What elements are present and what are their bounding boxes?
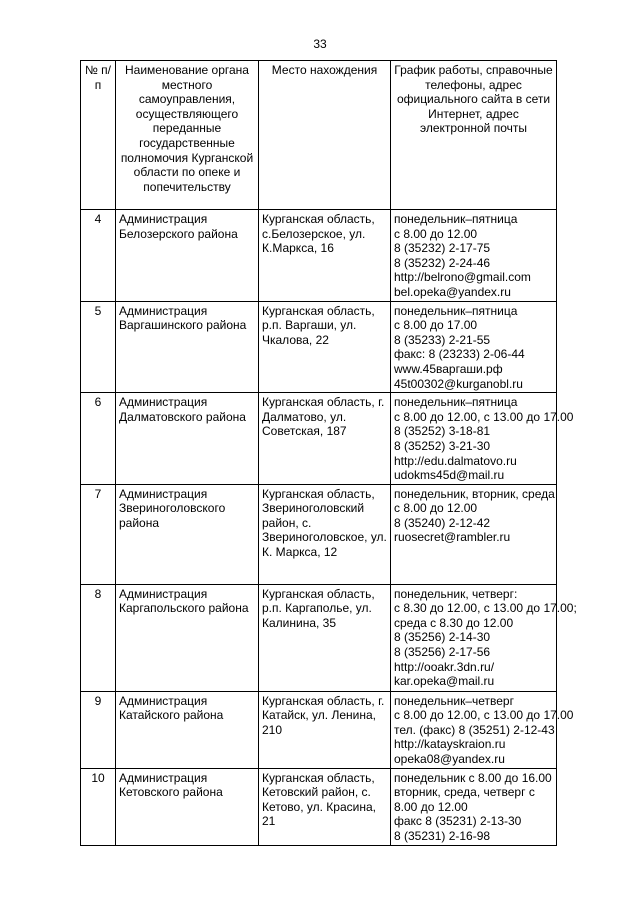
contact-line: opeka08@yandex.ru: [394, 752, 505, 767]
table-row: [81, 484, 557, 584]
contact-line: http://katayskraion.ru: [394, 737, 506, 752]
contact-line: http://ooakr.3dn.ru/: [394, 659, 495, 674]
row-name: Администрация Катайского района: [116, 691, 259, 768]
contact-line: 45t00302@kurganobl.ru: [394, 376, 523, 391]
contact-line: понедельник, четверг:: [394, 586, 518, 601]
contact-line: понедельник с 8.00 до 16.00: [394, 770, 552, 785]
contact-line: 8 (35252) 3-18-81: [394, 424, 491, 439]
row-number: 8: [81, 584, 116, 691]
contact-line: с 8.30 до 12.00, с 13.00 до 17.00;: [394, 601, 577, 616]
contact-line: понедельник–пятница: [394, 212, 518, 226]
row-number: 7: [81, 484, 116, 584]
row-contacts: [391, 301, 557, 393]
contact-line: ruosecret@rambler.ru: [394, 530, 511, 545]
row-name: Администрация Звериноголовского района: [116, 484, 259, 584]
row-location: Курганская область, р.п. Каргаполье, ул. Калинина, 35: [259, 584, 391, 691]
header-schedule: График работы, справочные телефоны, адрес официального сайта в сети Интернет, адрес электронной почты: [391, 61, 557, 210]
contact-line: с 8.00 до 12.00: [394, 226, 478, 241]
guardianship-bodies-table: [80, 60, 577, 846]
header-num: № п/п: [81, 61, 116, 210]
header-location: Место нахождения: [259, 61, 391, 210]
contact-line: с 8.00 до 12.00: [394, 501, 478, 516]
row-contacts: [391, 691, 574, 768]
row-location: Курганская область, г. Далматово, ул. Советская, 187: [259, 393, 391, 485]
contact-line: понедельник–четверг: [394, 693, 514, 708]
row-location: Курганская область, г. Катайск, ул. Ленина, 210: [259, 691, 391, 768]
row-name: Администрация Кетовского района: [116, 768, 259, 845]
contact-line: bel.opeka@yandex.ru: [394, 284, 511, 299]
contact-line: 8 (35240) 2-12-42: [394, 515, 491, 530]
table-row: [81, 210, 557, 302]
row-contacts: [391, 768, 557, 845]
contact-line: 8 (35232) 2-17-75: [394, 241, 491, 256]
row-location: Курганская область, р.п. Варгаши, ул. Чкалова, 22: [259, 301, 391, 393]
table-row: [81, 584, 557, 691]
contact-line: 8 (35233) 2-21-55: [394, 332, 491, 347]
row-location: Курганская область, Звериноголовский район, с. Звериноголовское, ул. К. Маркса, 12: [259, 484, 391, 584]
table-row: [81, 393, 557, 485]
contact-line: kar.opeka@mail.ru: [394, 674, 495, 689]
row-name: Администрация Далматовского района: [116, 393, 259, 485]
contact-line: понедельник–пятница: [394, 395, 518, 410]
contact-line: тел. (факс) 8 (35251) 2-12-43: [394, 722, 555, 737]
contact-line: с 8.00 до 17.00: [394, 318, 478, 333]
contact-line: http://belrono@gmail.com: [394, 270, 531, 285]
contact-line: http://edu.dalmatovo.ru: [394, 453, 517, 468]
contact-line: udokms45d@mail.ru: [394, 468, 505, 483]
row-number: 6: [81, 393, 116, 485]
contact-line: с 8.00 до 12.00, с 13.00 до 17.00: [394, 409, 574, 424]
contact-line: факс 8 (35231) 2-13-30: [394, 814, 522, 829]
table-header-row: [81, 61, 557, 210]
row-number: 10: [81, 768, 116, 845]
row-number: 4: [81, 210, 116, 302]
row-name: Администрация Белозерского района: [116, 210, 259, 302]
contact-line: факс: 8 (23233) 2-06-44: [394, 347, 525, 362]
header-name: Наименование органа местного самоуправления, осуществляющего переданные государственные полномочия Курганской области по опеке и попечительству: [116, 61, 259, 210]
row-contacts: [391, 484, 557, 584]
row-contacts: [391, 210, 557, 302]
row-name: Администрация Варгашинского района: [116, 301, 259, 393]
table-row: [81, 691, 557, 768]
row-contacts: [391, 584, 577, 691]
table-row: [81, 768, 557, 845]
contact-line: 8 (35252) 3-21-30: [394, 438, 491, 453]
table-row: [81, 301, 557, 393]
page-number: 33: [313, 37, 327, 51]
contact-line: вторник, среда, четверг с 8.00 до 12.00: [394, 785, 535, 814]
contact-line: 8 (35256) 2-17-56: [394, 645, 491, 660]
row-contacts: [391, 393, 574, 485]
contact-line: 8 (35232) 2-24-46: [394, 255, 491, 270]
contact-line: 8 (35256) 2-14-30: [394, 630, 491, 645]
row-location: Курганская область, с.Белозерское, ул. К.Маркса, 16: [259, 210, 391, 302]
contact-line: понедельник–пятница: [394, 303, 518, 318]
contact-line: среда с 8.30 до 12.00: [394, 615, 514, 630]
contact-line: www.45варгаши.рф: [394, 361, 503, 376]
contact-line: понедельник, вторник, среда: [394, 486, 555, 501]
contact-line: с 8.00 до 12.00, с 13.00 до 17.00: [394, 708, 574, 723]
row-name: Администрация Каргапольского района: [116, 584, 259, 691]
row-location: Курганская область, Кетовский район, с. Кетово, ул. Красина, 21: [259, 768, 391, 845]
row-number: 5: [81, 301, 116, 393]
row-number: 9: [81, 691, 116, 768]
contact-line: 8 (35231) 2-16-98: [394, 829, 491, 844]
